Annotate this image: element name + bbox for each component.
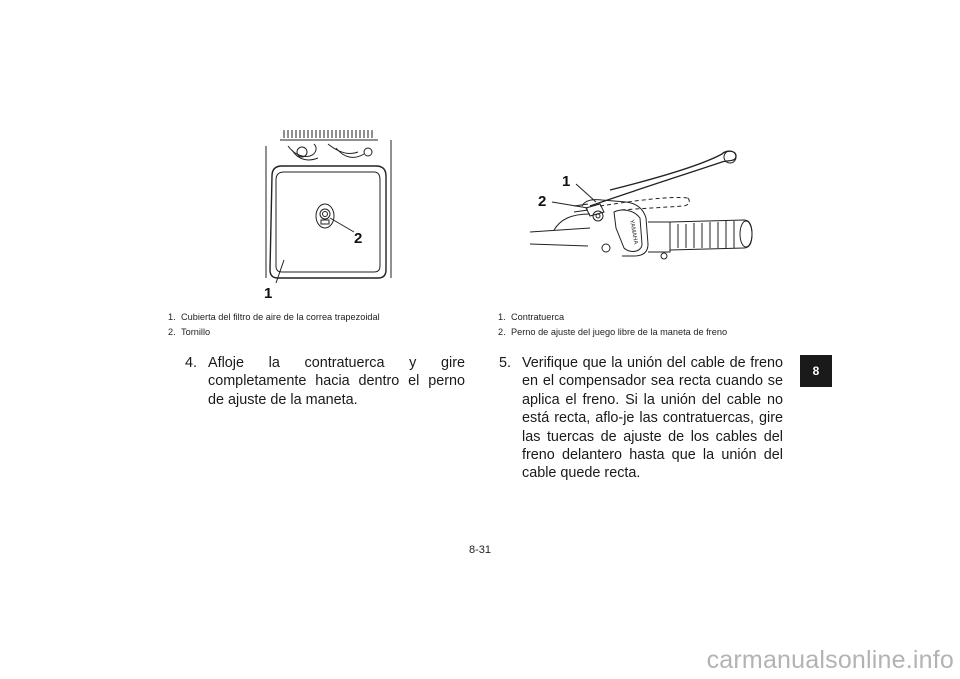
step-number: 4. (185, 355, 198, 371)
step-text: Afloje la contratuerca y gire completamente hacia dentro el perno de ajuste de la maneta. (208, 355, 465, 408)
figure-air-filter-cover (258, 128, 398, 303)
figure-brake-lever (530, 148, 760, 268)
caption-item (168, 310, 380, 325)
page-number: 8-31 (468, 544, 492, 556)
right-callout-1: 1 (562, 173, 571, 190)
right-callout-2: 2 (538, 193, 547, 210)
watermark: carmanualsonline.info (706, 646, 954, 674)
left-callout-1: 1 (264, 285, 273, 302)
caption-text: Contratuerca (511, 312, 565, 322)
right-figure-caption (498, 310, 727, 340)
caption-item (498, 310, 727, 325)
svg-text:YAMAHA: YAMAHA (628, 219, 639, 245)
caption-text: Cubierta del filtro de aire de la correa trapezoidal (181, 312, 380, 322)
caption-number: 1. (168, 312, 176, 322)
step-number: 5. (499, 355, 512, 371)
left-callout-2: 2 (354, 230, 363, 247)
instruction-step-5 (499, 354, 783, 483)
caption-number: 1. (498, 312, 506, 322)
caption-text: Tornillo (181, 327, 211, 337)
caption-item (168, 325, 380, 340)
caption-item (498, 325, 727, 340)
step-text: Verifique que la unión del cable de freno en el compensador sea recta cuando se aplica el freno. Si la unión del cable no está recta, aflo-je las contratuercas, gire las tuercas de ajuste de los cables del freno delantero hasta que la unión del cable quede recta. (522, 355, 783, 482)
caption-text: Perno de ajuste del juego libre de la maneta de freno (511, 327, 728, 337)
caption-number: 2. (168, 327, 176, 337)
section-tab: 8 (800, 355, 832, 387)
caption-number: 2. (498, 327, 506, 337)
left-figure-caption (168, 310, 380, 340)
instruction-step-4 (185, 354, 465, 409)
